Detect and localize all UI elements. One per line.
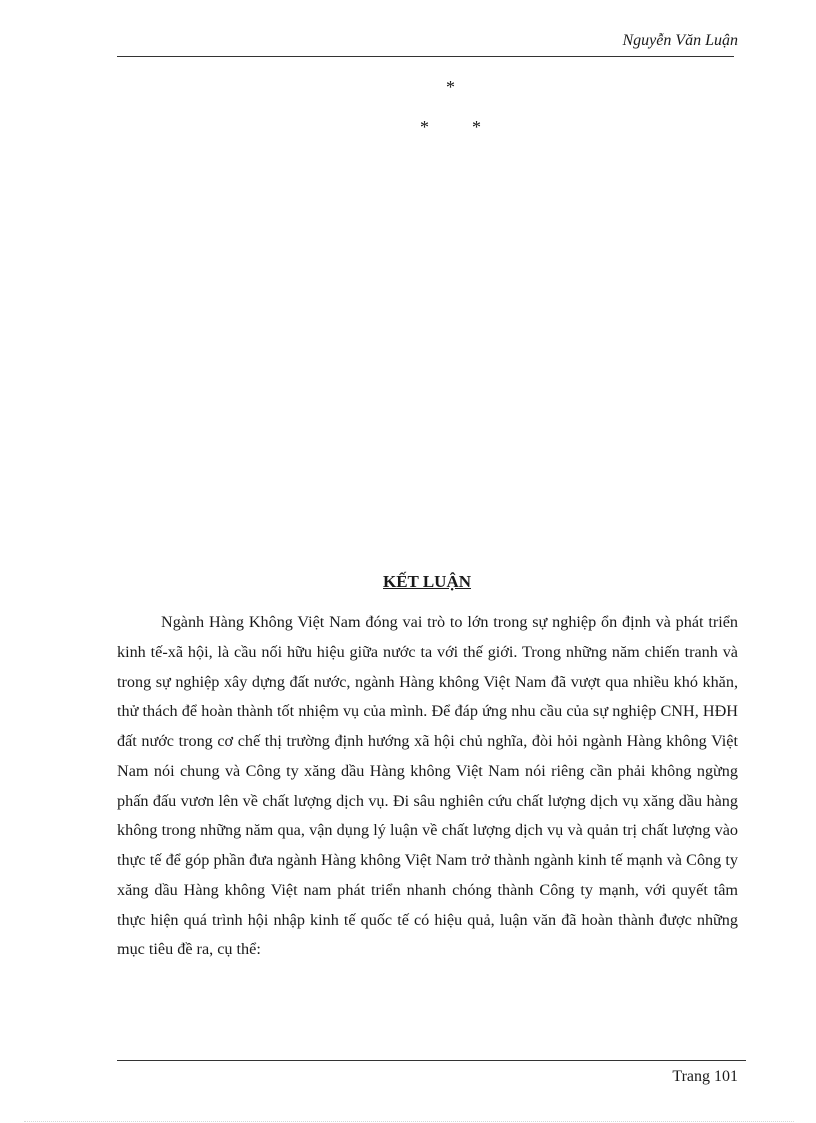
separator-star-left: * (420, 117, 429, 137)
section-title: KẾT LUẬN (382, 572, 471, 591)
header-author-name: Nguyễn Văn Luận (622, 32, 738, 49)
page-bottom-edge (24, 1121, 794, 1122)
separator-star-top: * (446, 77, 455, 97)
page-number: Trang 101 (672, 1068, 738, 1085)
conclusion-paragraph: Ngành Hàng Không Việt Nam đóng vai trò to lớn trong sự nghiệp ổn định và phát triển kinh tế-xã hội, là cầu nối hữu hiệu giữa nước ta với thế giới. Trong những năm chiến tranh và trong sự nghiệp xây dựng đất nước, ngành Hàng không Việt Nam đã vượt qua nhiều khó khăn, thử thách để hoàn thành tốt nhiệm vụ của mình. Để đáp ứng nhu cầu của sự nghiệp CNH, HĐH đất nước trong cơ chế thị trường định hướng xã hội chủ nghĩa, đòi hỏi ngành Hàng không Việt Nam nói chung và Công ty xăng dầu Hàng không Việt Nam nói riêng cần phải không ngừng phấn đấu vươn lên về chất lượng dịch vụ. Đi sâu nghiên cứu chất lượng dịch vụ xăng dầu hàng không trong những năm qua, vận dụng lý luận về chất lượng dịch vụ và quản trị chất lượng vào thực tế để góp phần đưa ngành Hàng không Việt Nam trở thành ngành kinh tế mạnh và Công ty xăng dầu Hàng không Việt nam phát triển nhanh chóng thành Công ty mạnh, với quyết tâm thực hiện quá trình hội nhập kinh tế quốc tế có hiệu quả, luận văn đã hoàn thành được những mục tiêu đề ra, cụ thể: (117, 613, 738, 959)
header-divider (117, 56, 734, 57)
footer-divider (117, 1060, 746, 1061)
separator-star-right: * (472, 117, 481, 137)
